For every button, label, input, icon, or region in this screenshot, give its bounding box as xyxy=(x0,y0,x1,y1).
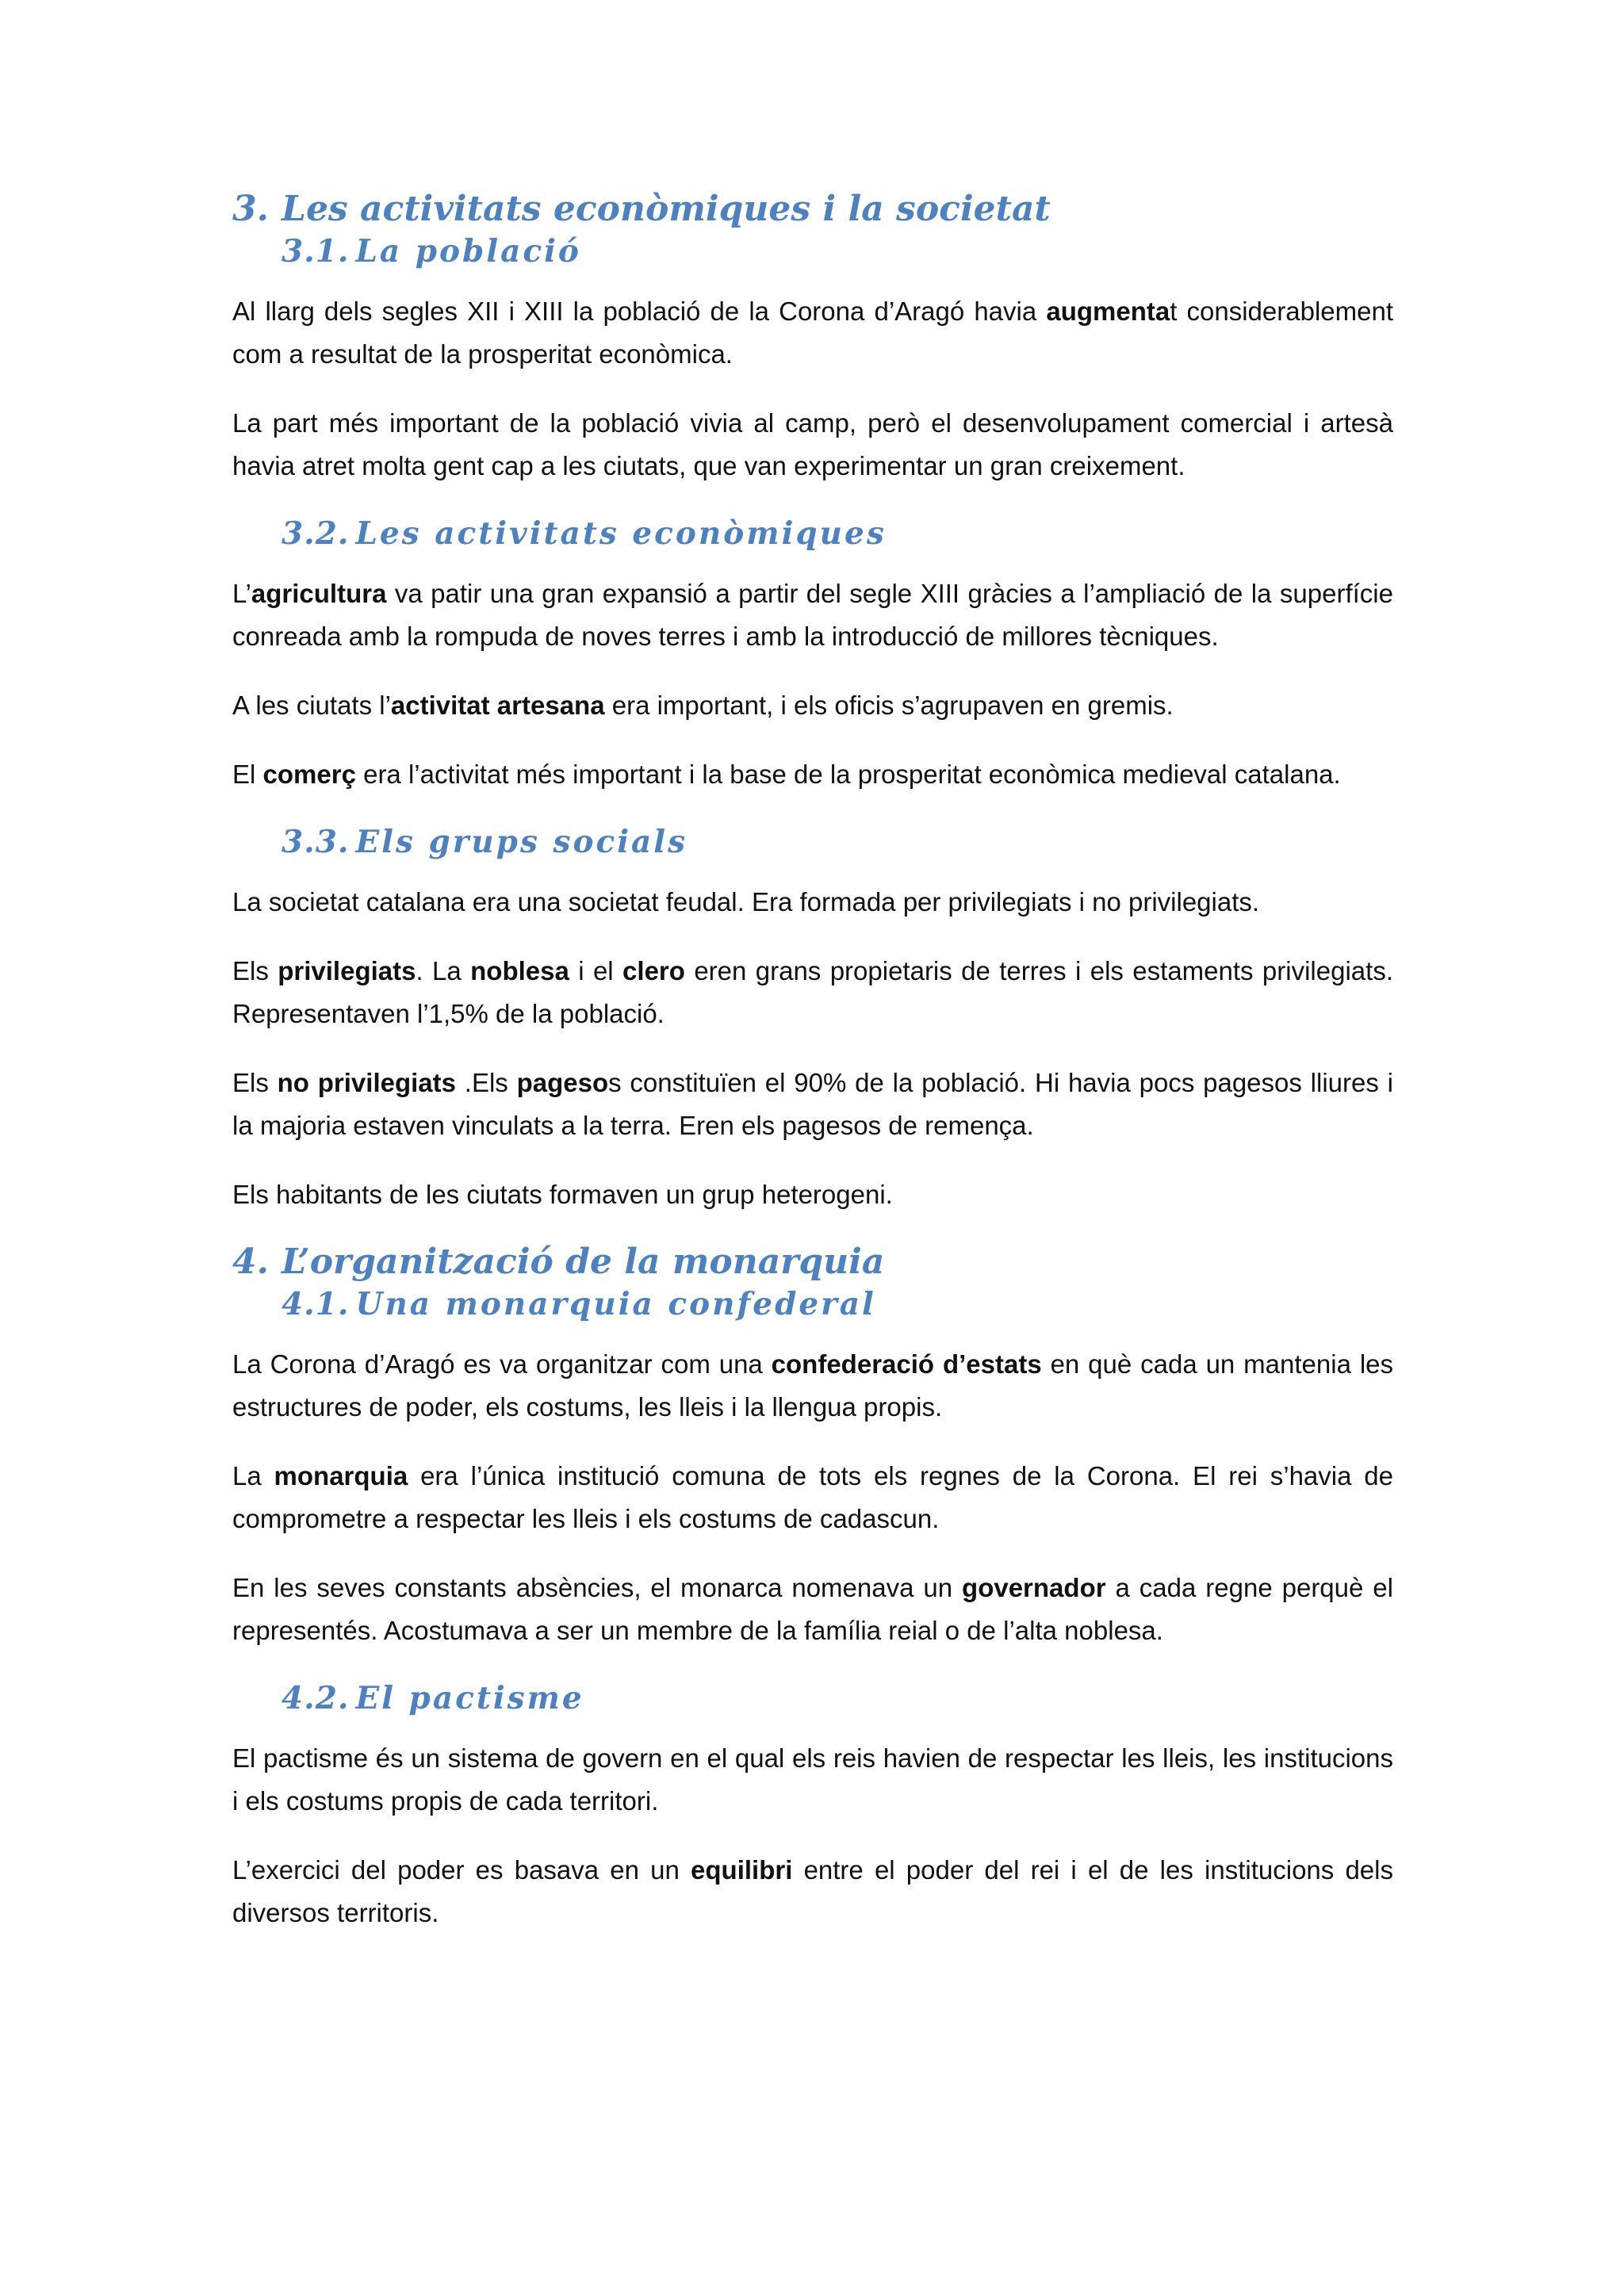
bold-term: monarquia xyxy=(274,1461,408,1490)
paragraph xyxy=(232,1455,1393,1540)
section-title: Les activitats econòmiques i la societat xyxy=(282,189,1051,229)
text-run: Els xyxy=(232,1068,278,1097)
text-run: La societat catalana era una societat feudal. Era formada per privilegiats i no privilegiats. xyxy=(232,887,1260,916)
subsection-heading-4-2 xyxy=(282,1678,1393,1718)
bold-term: noblesa xyxy=(470,956,569,985)
subsection-title: Els grups socials xyxy=(355,824,688,860)
paragraph xyxy=(232,950,1393,1035)
text-run: El xyxy=(232,760,263,789)
subsection-title: Les activitats econòmiques xyxy=(355,515,887,552)
bold-term: pageso xyxy=(516,1068,609,1097)
text-run: entre el poder del rei i el de les institucions dels diversos territoris. xyxy=(232,1855,1393,1927)
bold-term: equilibri xyxy=(691,1855,793,1885)
subsection-number: 3.1. xyxy=(282,233,350,270)
text-run: Els xyxy=(232,956,278,985)
subsection-heading-3-1 xyxy=(282,232,1393,271)
text-run: s constituïen el 90% de la població. Hi havia pocs pagesos lliures i la majoria estaven vinculats a la terra. Eren els pagesos de remença. xyxy=(232,1068,1393,1140)
subsection-title: El pactisme xyxy=(355,1680,584,1716)
paragraph xyxy=(232,753,1393,796)
paragraph xyxy=(232,1849,1393,1934)
section-number: 3. xyxy=(232,189,269,229)
paragraph xyxy=(232,402,1393,488)
text-run: era important, i els oficis s’agrupaven en gremis. xyxy=(604,691,1174,720)
text-run: Al llarg dels segles XII i XIII la població de la Corona d’Aragó havia xyxy=(232,297,1047,326)
text-run: a cada regne perquè el representés. Acostumava a ser un membre de la família reial o de l’alta noblesa. xyxy=(232,1573,1393,1645)
text-run: La Corona d’Aragó es va organitzar com una xyxy=(232,1349,772,1379)
paragraph xyxy=(232,1737,1393,1823)
paragraph xyxy=(232,1173,1393,1216)
text-run: era l’única institució comuna de tots els regnes de la Corona. El rei s’havia de comprometre a respectar les lleis i els costums de cadascun. xyxy=(232,1461,1393,1533)
subsection-heading-3-2 xyxy=(282,514,1393,553)
bold-term: privilegiats xyxy=(278,956,416,985)
section-heading-3 xyxy=(232,187,1393,232)
subsection-number: 4.2. xyxy=(282,1680,350,1716)
text-run: .Els xyxy=(455,1068,517,1097)
text-run: . La xyxy=(416,956,471,985)
text-run: t considerablement com a resultat de la prosperitat econòmica. xyxy=(232,297,1393,369)
bold-term: comerç xyxy=(262,760,356,789)
paragraph xyxy=(232,881,1393,924)
text-run: era l’activitat més important i la base de la prosperitat econòmica medieval catalana. xyxy=(355,760,1341,789)
bold-term: augmenta xyxy=(1046,297,1170,326)
subsection-number: 3.2. xyxy=(282,515,350,552)
section-title: L’organització de la monarquia xyxy=(282,1242,885,1282)
text-run: A les ciutats l’ xyxy=(232,691,391,720)
text-run: En les seves constants absències, el monarca nomenava un xyxy=(232,1573,963,1602)
text-run: eren grans propietaris de terres i els estaments privilegiats. Representaven l’1,5% de la població. xyxy=(232,956,1393,1028)
bold-term: activitat artesana xyxy=(390,691,605,720)
text-run: en què cada un mantenia les estructures de poder, els costums, les lleis i la llengua propis. xyxy=(232,1349,1394,1422)
bold-term: confederació d’estats xyxy=(771,1349,1042,1379)
text-run: La part més important de la població vivia al camp, però el desenvolupament comercial i artesà havia atret molta gent cap a les ciutats, que van experimentar un gran creixement. xyxy=(232,408,1393,480)
text-run: va patir una gran expansió a partir del segle XIII gràcies a l’ampliació de la superfície conreada amb la rompuda de noves terres i amb la introducció de millores tècniques. xyxy=(232,579,1393,651)
section-number: 4. xyxy=(232,1242,269,1282)
text-run: El pactisme és un sistema de govern en el qual els reis havien de respectar les lleis, les institucions i els costums propis de cada territori. xyxy=(232,1743,1393,1816)
bold-term: governador xyxy=(962,1573,1106,1602)
text-run: L’ xyxy=(232,579,251,608)
bold-term: agricultura xyxy=(251,579,387,608)
text-run: i el xyxy=(569,956,623,985)
subsection-title: La població xyxy=(355,233,581,270)
paragraph xyxy=(232,572,1393,658)
paragraph xyxy=(232,684,1393,727)
subsection-number: 3.3. xyxy=(282,824,350,860)
subsection-number: 4.1. xyxy=(282,1286,350,1322)
text-run: Els habitants de les ciutats formaven un grup heterogeni. xyxy=(232,1180,893,1209)
text-run: La xyxy=(232,1461,274,1490)
paragraph xyxy=(232,1343,1393,1429)
subsection-heading-4-1 xyxy=(282,1284,1393,1324)
paragraph xyxy=(232,1567,1393,1652)
document-page xyxy=(232,187,1393,1934)
subsection-title: Una monarquia confederal xyxy=(355,1286,876,1322)
paragraph xyxy=(232,1062,1393,1147)
paragraph xyxy=(232,290,1393,376)
text-run: L’exercici del poder es basava en un xyxy=(232,1855,691,1885)
bold-term: clero xyxy=(622,956,685,985)
bold-term: no privilegiats xyxy=(277,1068,456,1097)
subsection-heading-3-3 xyxy=(282,822,1393,862)
section-heading-4 xyxy=(232,1240,1393,1284)
